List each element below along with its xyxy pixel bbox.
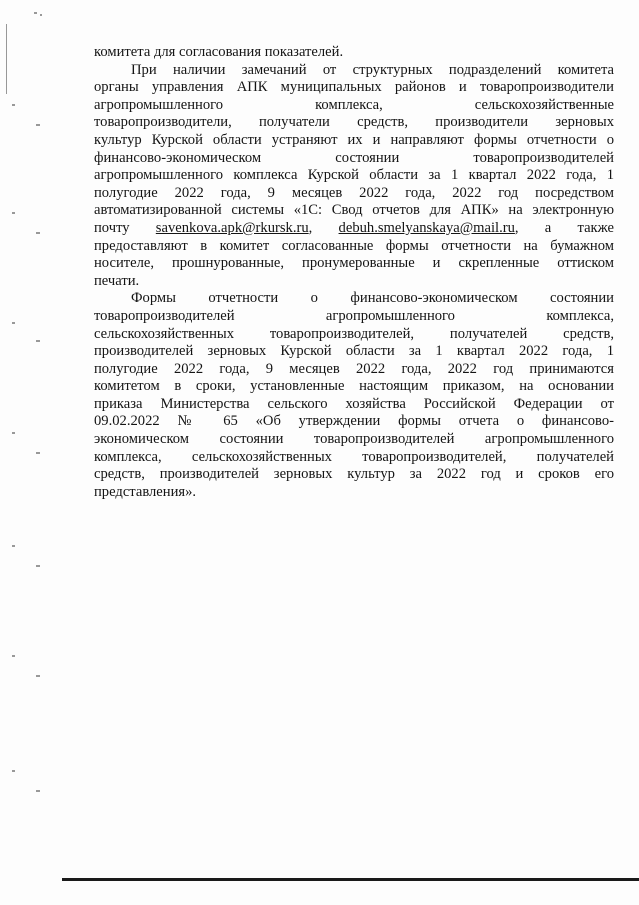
- scan-speck: [36, 790, 40, 792]
- text-line: представления».: [94, 483, 197, 500]
- text-line: органы управления АПК муниципальных районов и товаропроизводители: [94, 79, 614, 96]
- text-line: носителе, прошнурованные, пронумерованные и скрепленные оттиском: [94, 255, 614, 272]
- bottom-edge-rule: [62, 878, 639, 881]
- email-line-suffix: , а также: [514, 219, 615, 236]
- paragraph-start-line: При наличии замечаний от структурных подразделений комитета: [131, 61, 614, 78]
- text-line: комитетом в сроки, установленные настоящим приказом, на основании: [94, 378, 614, 395]
- binding-margin-line: [6, 24, 7, 94]
- email-line: [94, 220, 614, 238]
- text-line: культур Курской области устраняют их и направляют формы отчетности о: [94, 131, 614, 148]
- scan-speck: [34, 12, 37, 14]
- text-line: агропромышленного комплекса, сельскохозяйственные: [94, 96, 614, 113]
- scan-speck: [36, 452, 40, 454]
- text-line: комплекса, сельскохозяйственных товаропроизводителей, получателей: [94, 448, 614, 465]
- scan-speck: [36, 124, 40, 126]
- text-line: печати.: [94, 272, 140, 289]
- scan-speck: [12, 770, 15, 772]
- text-line: товаропроизводители, получатели средств, производители зерновых: [94, 114, 614, 131]
- scan-speck: [12, 212, 15, 214]
- text-line: финансово-экономическом состоянии товаропроизводителей: [94, 149, 614, 166]
- email-line-prefix: почту: [94, 219, 156, 236]
- text-line: сельскохозяйственных товаропроизводителей, получателей средств,: [94, 325, 614, 342]
- text-line: предоставляют в комитет согласованные формы отчетности на бумажном: [94, 237, 614, 254]
- scan-speck: [12, 432, 15, 434]
- text-line: приказа Министерства сельского хозяйства Российской Федерации от: [94, 395, 614, 412]
- scan-speck: [12, 104, 15, 106]
- scan-speck: [12, 322, 15, 324]
- document-body: [94, 44, 614, 501]
- text-line: экономическом состоянии товаропроизводителей агропромышленного: [94, 431, 614, 448]
- email-separator: ,: [308, 219, 339, 236]
- paragraph-start-line: Формы отчетности о финансово-экономическом состоянии: [131, 290, 614, 307]
- scan-speck: [12, 655, 15, 657]
- text-line: агропромышленного комплекса Курской области за 1 квартал 2022 года, 1: [94, 167, 614, 184]
- scan-speck: [12, 545, 15, 547]
- text-line: полугодие 2022 года, 9 месяцев 2022 года, 2022 год посредством: [94, 184, 614, 201]
- text-line: 09.02.2022 № 65 «Об утверждении формы отчета о финансово-: [94, 413, 614, 430]
- text-line: средств, производителей зерновых культур за 2022 год и сроков его: [94, 466, 614, 483]
- email-link-debuh[interactable]: debuh.smelyanskaya@mail.ru: [338, 219, 515, 236]
- scan-speck: [36, 232, 40, 234]
- text-line: товаропроизводителей агропромышленного комплекса,: [94, 307, 614, 324]
- text-line: полугодие 2022 года, 9 месяцев 2022 года, 2022 год принимаются: [94, 360, 614, 377]
- text-line: комитета для согласования показателей.: [94, 44, 344, 60]
- scan-speck: [40, 14, 42, 16]
- scan-speck: [36, 675, 40, 677]
- scan-speck: [36, 340, 40, 342]
- text-line: автоматизированной системы «1С: Свод отчетов для АПК» на электронную: [94, 202, 614, 219]
- scan-speck: [36, 565, 40, 567]
- text-line: производителей зерновых Курской области за 1 квартал 2022 года, 1: [94, 343, 614, 360]
- email-link-savenkova[interactable]: savenkova.apk@rkursk.ru: [155, 219, 309, 236]
